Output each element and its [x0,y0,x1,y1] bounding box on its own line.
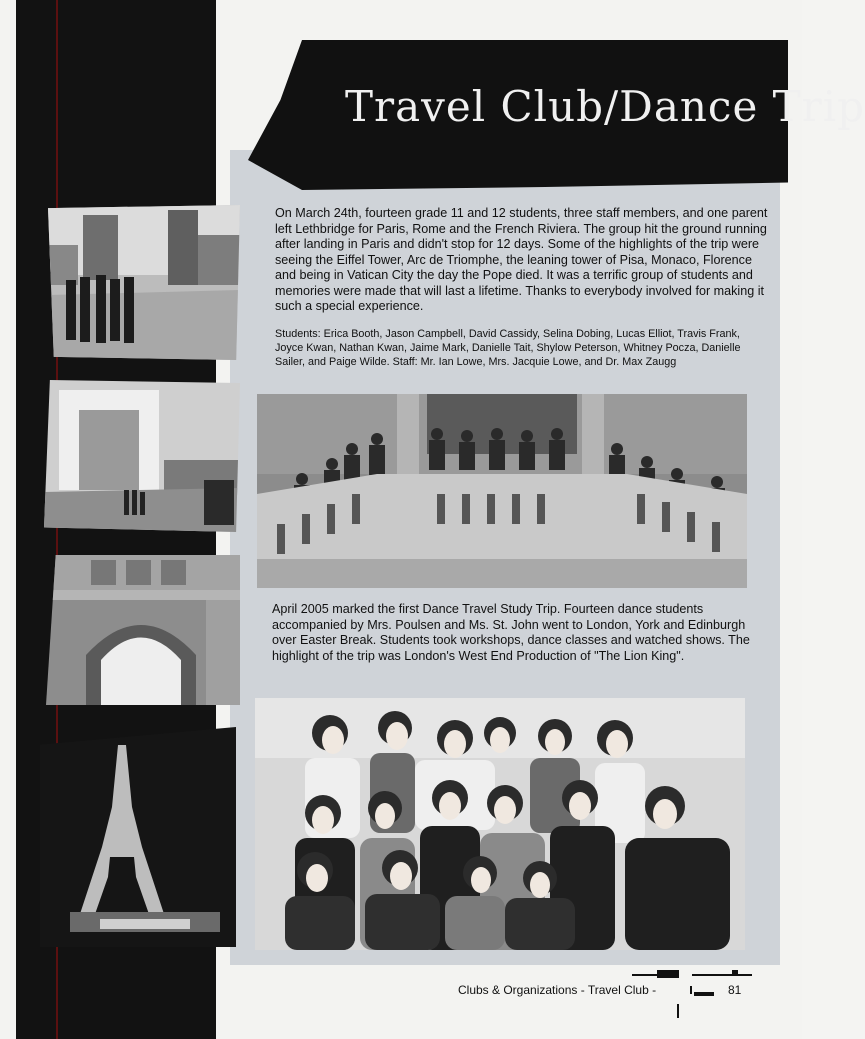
la-defense-image [48,205,240,360]
page-title: Travel Club/Dance Trip [345,82,865,131]
eiffel-tower-night-photo [40,727,236,947]
group-photo-balcony [257,394,747,588]
dance-group-photo [255,698,745,950]
grande-arche-photo [44,380,240,532]
page-number: 81 [728,983,742,997]
footer-section-label: Clubs & Organizations - Travel Club - [458,983,657,997]
dance-paragraph: April 2005 marked the first Dance Travel Study Trip. Fourteen dance students accompanied by Mrs. Poulsen and Ms. St. John went to London, York and Edinburgh over Easter Break. Students took workshops, dance classes and watched shows. The highlight of the trip was London's West End Production of "The Lion King". [272,602,750,663]
intro-paragraph: On March 24th, fourteen grade 11 and 12 students, three staff members, and one parent left Lethbridge for Paris, Rome and the French Riviera. The group hit the ground running after landing in Paris and didn't stop for 12 days. Some of the highlights of the trip were seeing the Eiffel Tower, Arc de Triomphe, the leaning tower of Pisa, Monaco, Florence and being in Vatican City the day the Pope died. It was a terrific group of students and memories were made that will last a lifetime. Thanks to everybody involved for making it such a special experience. [275,206,768,313]
dance-photo-image [255,698,745,950]
balcony-photo-image [257,394,747,588]
arc-de-triomphe-photo [46,555,240,705]
students-paragraph: Students: Erica Booth, Jason Campbell, David Cassidy, Selina Dobing, Lucas Elliot, Travis Frank, Joyce Kwan, Nathan Kwan, Jaime Mark, Danielle Tait, Shylow Peterson, Whitney Pocza, Danielle Sailer, and Paige Wilde. Staff: Mr. Ian Lowe, Mrs. Jacquie Lowe, and Dr. Max Zaugg [275,328,741,368]
grande-arche-image [44,380,240,532]
arc-de-triomphe-image [46,555,240,705]
la-defense-photo [48,205,240,360]
eiffel-tower-image [40,727,236,947]
